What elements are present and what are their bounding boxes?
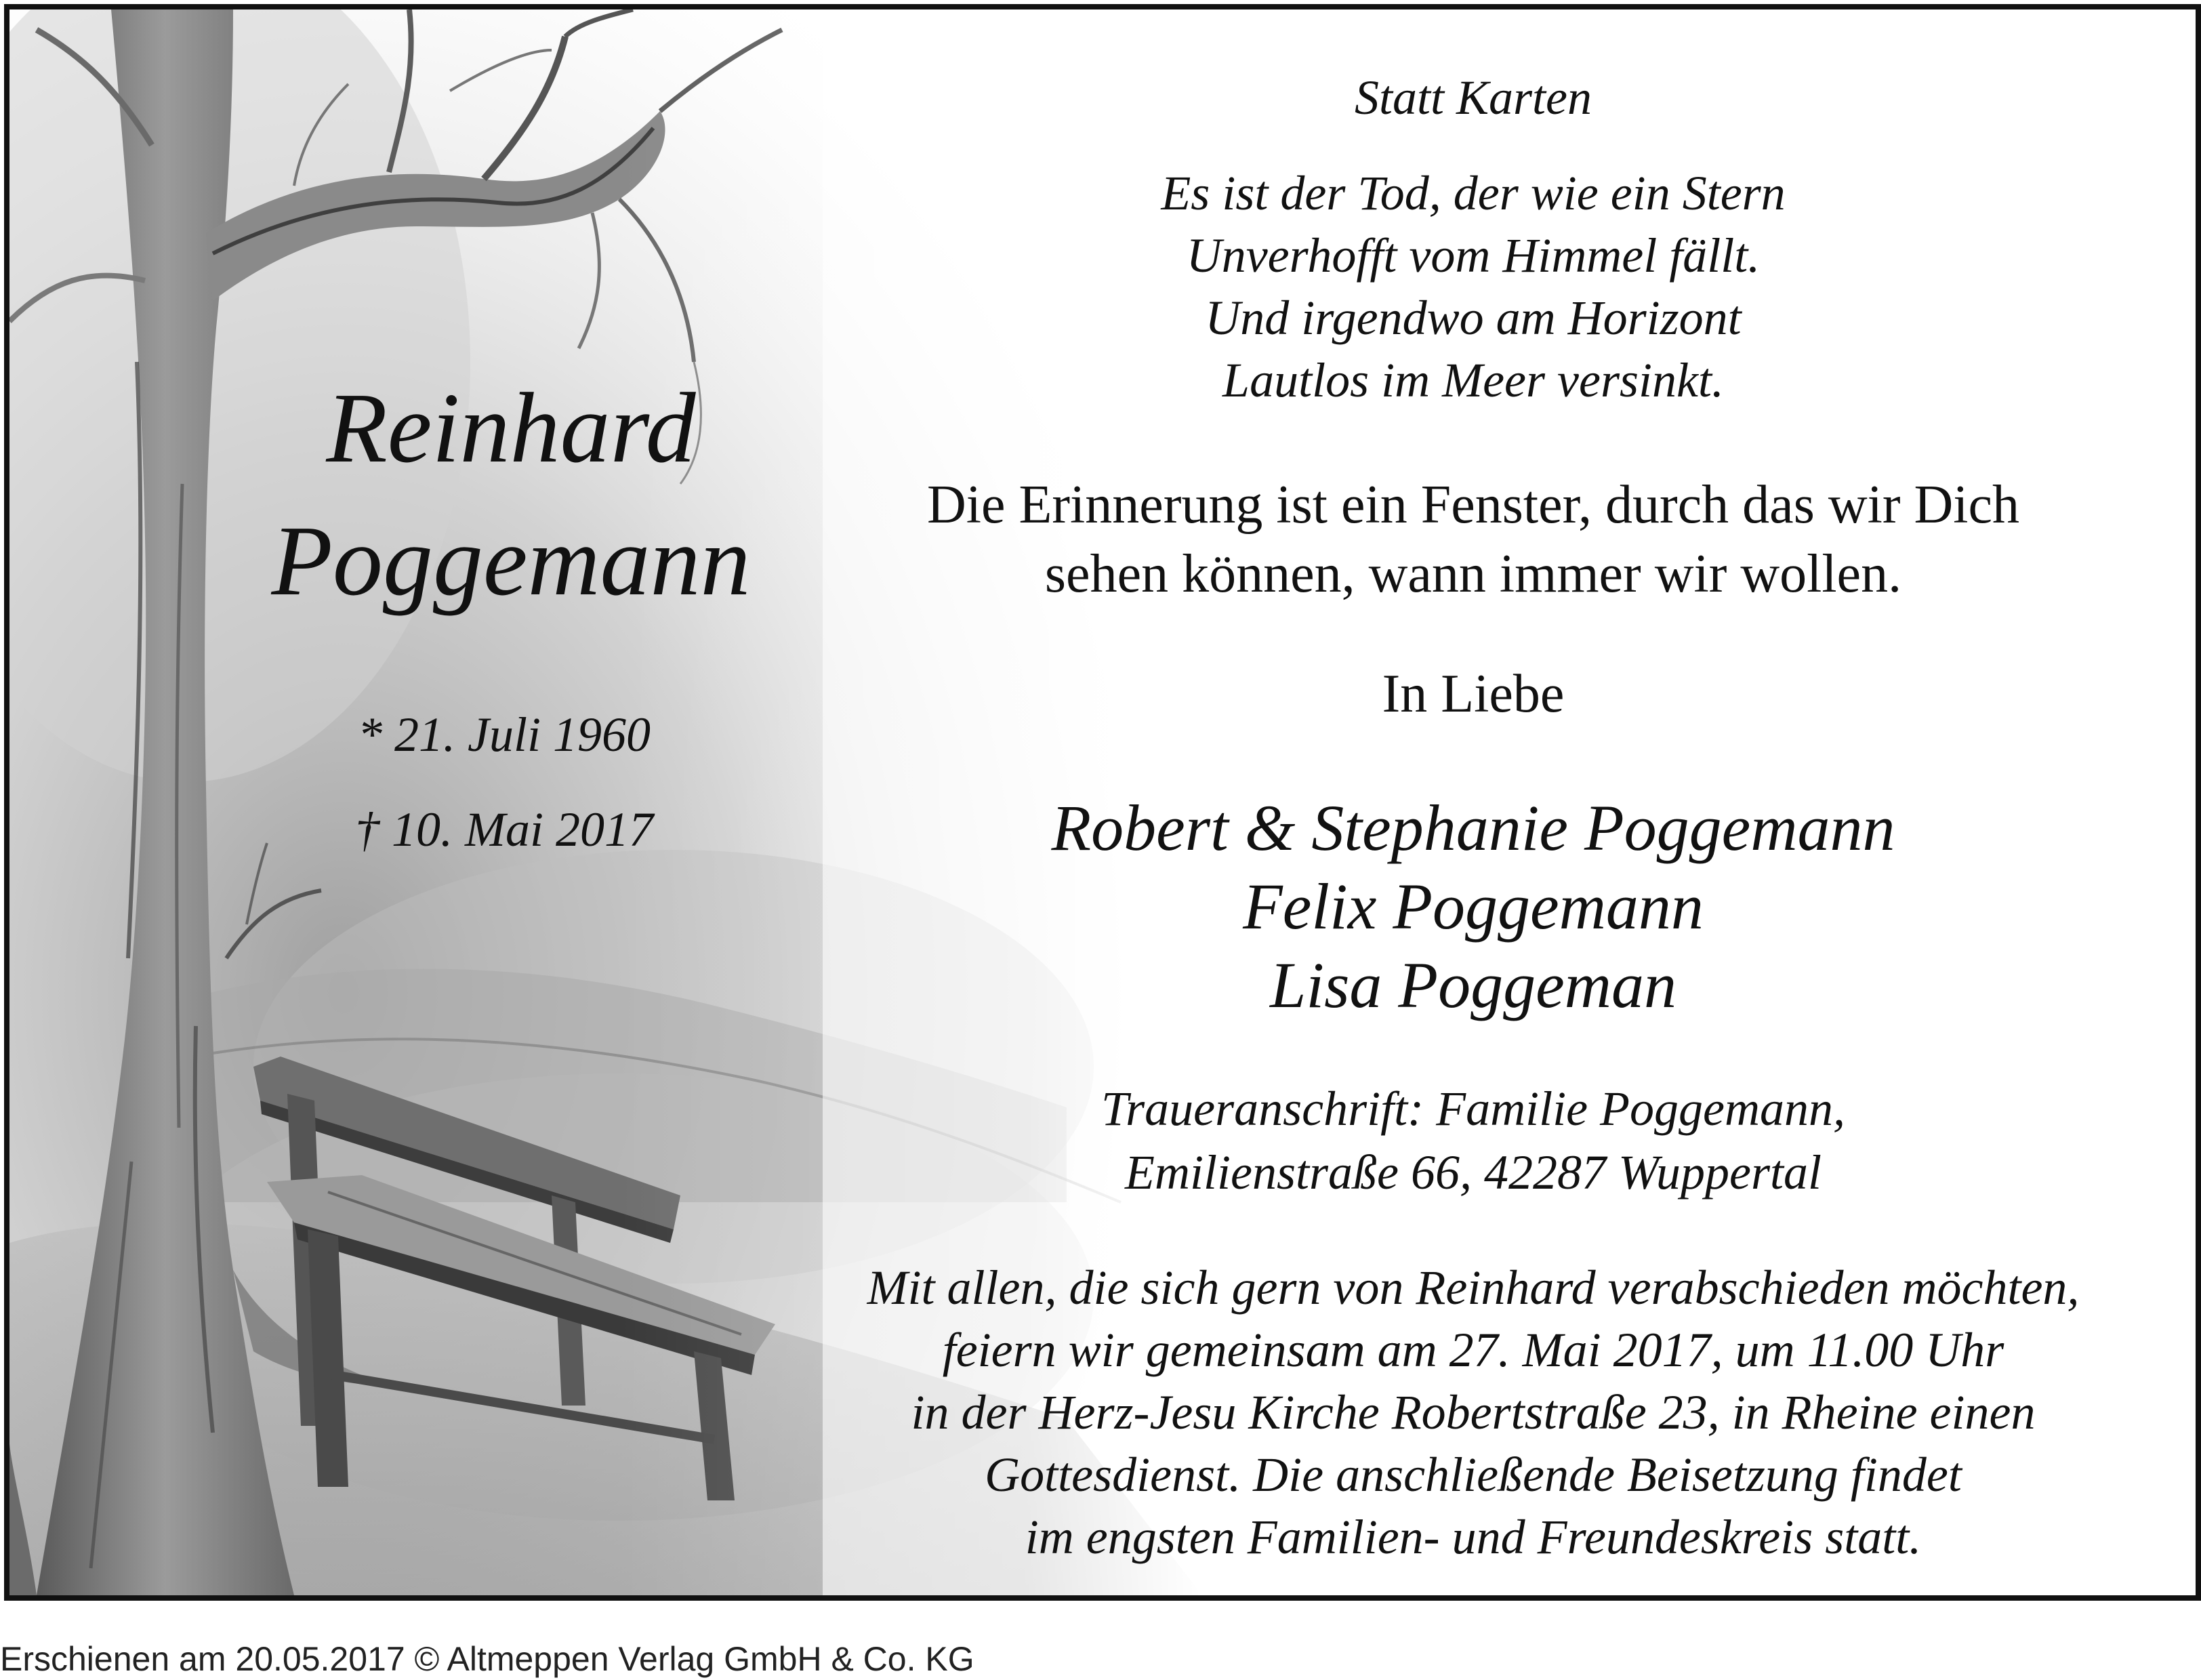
service-line: feiern wir gemeinsam am 27. Mai 2017, um 11.00 Uhr bbox=[942, 1323, 2004, 1377]
mourner-name: Robert & Stephanie Poggemann bbox=[1051, 792, 1895, 864]
mourner-name: Lisa Poggeman bbox=[1270, 949, 1677, 1021]
mourning-address bbox=[823, 1077, 2124, 1204]
address-line: Traueranschrift: Familie Poggemann, bbox=[1101, 1082, 1845, 1136]
poem-line: Und irgendwo am Horizont bbox=[1205, 291, 1742, 345]
mourners-list bbox=[823, 789, 2124, 1025]
poem-line: Es ist der Tod, der wie ein Stern bbox=[1161, 166, 1786, 220]
birth-date: * 21. Juli 1960 bbox=[358, 708, 651, 762]
poem-line: Lautlos im Meer versinkt. bbox=[1222, 353, 1724, 407]
service-details bbox=[823, 1256, 2124, 1568]
address-line: Emilienstraße 66, 42287 Wuppertal bbox=[1125, 1145, 1822, 1200]
death-date: † 10. Mai 2017 bbox=[355, 802, 653, 857]
publication-footer: Erschienen am 20.05.2017 © Altmeppen Verlag GmbH & Co. KG bbox=[0, 1640, 974, 1678]
obituary-notice bbox=[4, 4, 2201, 1601]
mourner-name: Felix Poggemann bbox=[1243, 870, 1704, 943]
memory-line: Die Erinnerung ist ein Fenster, durch das wir Dich bbox=[927, 475, 2019, 535]
service-line: im engsten Familien- und Freundeskreis statt. bbox=[1025, 1510, 1922, 1564]
notice-heading: Statt Karten bbox=[1354, 70, 1592, 125]
deceased-name bbox=[213, 362, 809, 628]
deceased-first-name: Reinhard bbox=[326, 373, 696, 484]
poem-line: Unverhofft vom Himmel fällt. bbox=[1186, 228, 1761, 283]
poem bbox=[823, 162, 2124, 411]
service-line: in der Herz-Jesu Kirche Robertstraße 23, in Rheine einen bbox=[911, 1385, 2036, 1439]
memory-line: sehen können, wann immer wir wollen. bbox=[1044, 544, 1902, 604]
in-love-line: In Liebe bbox=[1382, 664, 1565, 724]
memory-quote bbox=[823, 470, 2124, 609]
deceased-last-name: Poggemann bbox=[271, 506, 751, 617]
service-line: Gottesdienst. Die anschließende Beisetzung findet bbox=[985, 1448, 1962, 1502]
service-line: Mit allen, die sich gern von Reinhard verabschieden möchten, bbox=[867, 1261, 2080, 1315]
